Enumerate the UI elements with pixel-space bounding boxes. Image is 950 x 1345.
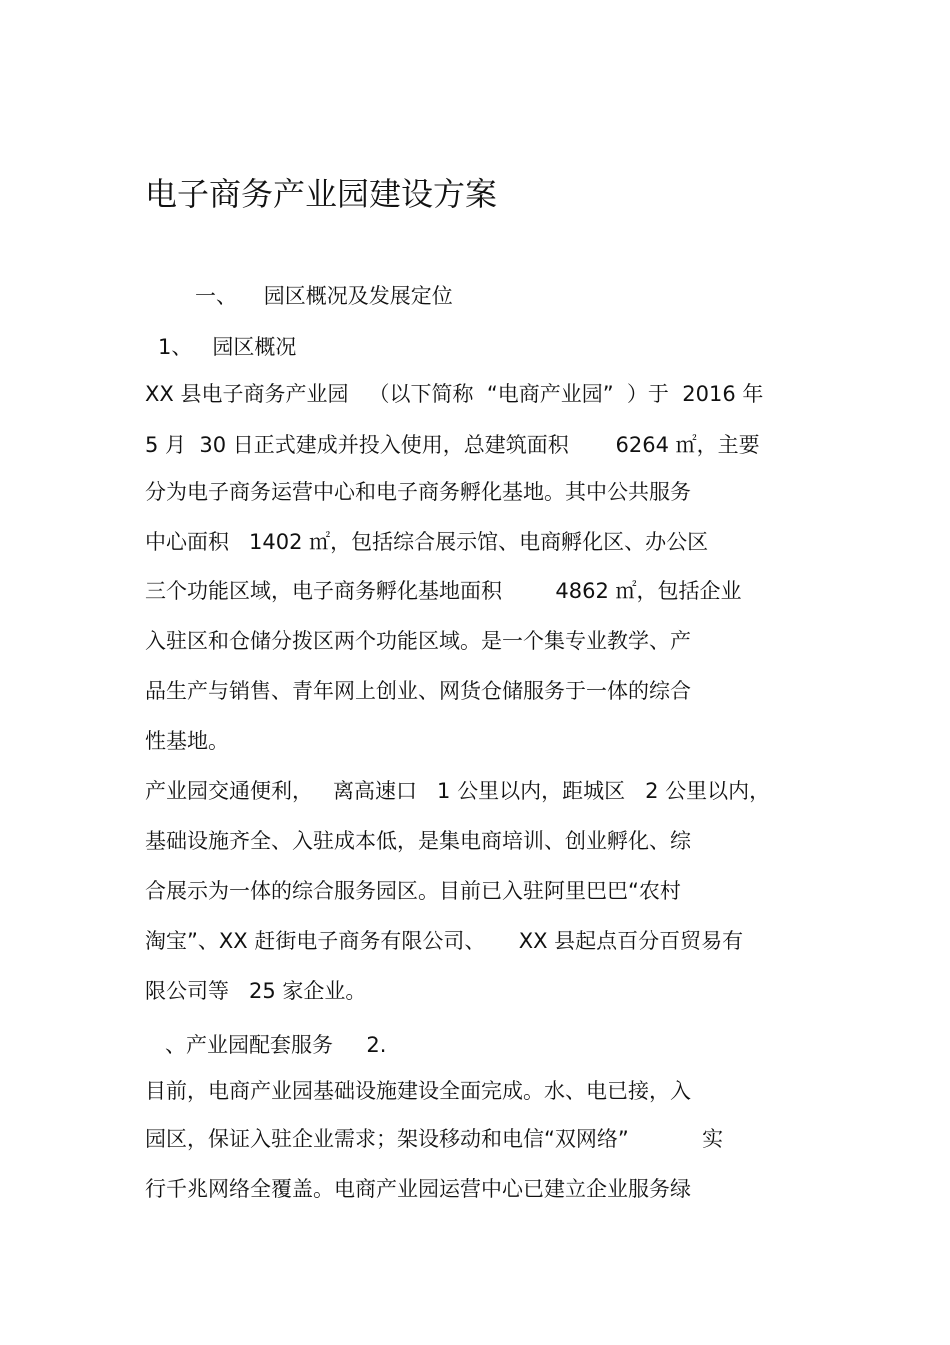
paragraph-line: 行千兆网络全覆盖。电商产业园运营中心已建立企业服务绿 <box>145 1177 691 1201</box>
section-heading-1: 一、 园区概况及发展定位 <box>195 284 453 308</box>
paragraph-line: 中心面积 1402 ㎡，包括综合展示馆、电商孵化区、办公区 <box>145 530 709 554</box>
paragraph-line: 淘宝”、XX 赶街电子商务有限公司、 XX 县起点百分百贸易有 <box>145 929 744 953</box>
subsection-heading-2: 、产业园配套服务 2. <box>145 1033 387 1057</box>
paragraph-line: 分为电子商务运营中心和电子商务孵化基地。其中公共服务 <box>145 480 691 504</box>
paragraph-line: 入驻区和仓储分拨区两个功能区域。是一个集专业教学、产 <box>145 629 691 653</box>
document-title: 电子商务产业园建设方案 <box>145 175 498 213</box>
paragraph-line: 三个功能区域，电子商务孵化基地面积 4862 ㎡，包括企业 <box>145 579 742 603</box>
paragraph-line: XX 县电子商务产业园 （以下简称 “电商产业园” ）于 2016 年 <box>145 382 764 406</box>
paragraph-line: 基础设施齐全、入驻成本低，是集电商培训、创业孵化、综 <box>145 829 691 853</box>
paragraph-line: 合展示为一体的综合服务园区。目前已入驻阿里巴巴“农村 <box>145 879 681 903</box>
paragraph-line: 目前，电商产业园基础设施建设全面完成。水、电已接，入 <box>145 1079 691 1103</box>
subsection-heading-1: 1、 园区概况 <box>158 335 297 359</box>
paragraph-line: 限公司等 25 家企业。 <box>145 979 367 1003</box>
paragraph-line: 产业园交通便利， 离高速口 1 公里以内，距城区 2 公里以内， <box>145 779 771 803</box>
paragraph-line: 品生产与销售、青年网上创业、网货仓储服务于一体的综合 <box>145 679 691 703</box>
paragraph-line: 性基地。 <box>145 729 229 753</box>
paragraph-line: 5 月 30 日正式建成并投入使用，总建筑面积 6264 ㎡，主要 <box>145 433 760 457</box>
paragraph-line: 园区，保证入驻企业需求；架设移动和电信“双网络” 实 <box>145 1127 724 1151</box>
